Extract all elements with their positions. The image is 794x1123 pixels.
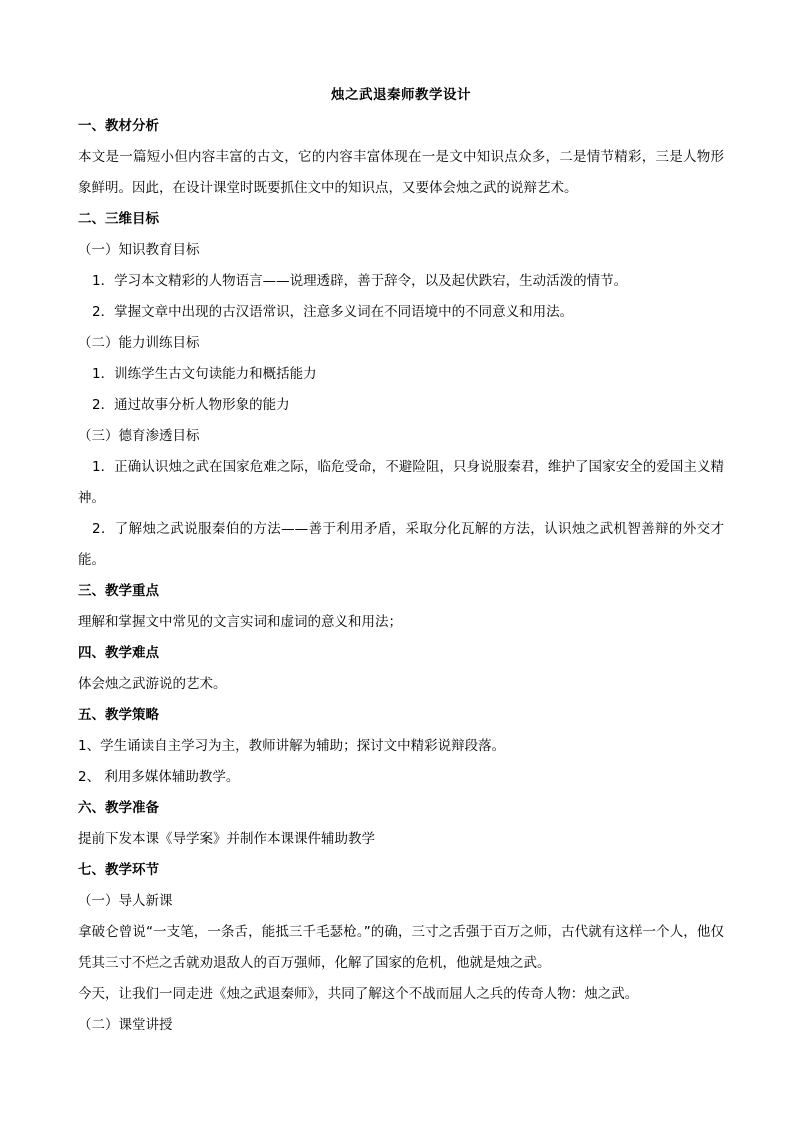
ability-goal-item: 1．训练学生古文句读能力和概括能力 bbox=[92, 366, 317, 382]
strategy-item: 2、 利用多媒体辅助教学。 bbox=[78, 769, 240, 785]
section-heading-materials: 一、教材分析 bbox=[78, 118, 159, 134]
section-heading-strategies: 五、教学策略 bbox=[78, 707, 159, 723]
knowledge-goal-item: 1．学习本文精彩的人物语言——说理透辟，善于辞令，以及起伏跌宕，生动活泼的情节。 bbox=[92, 273, 628, 289]
document-body bbox=[78, 85, 724, 1047]
document-title: 烛之武退秦师教学设计 bbox=[331, 87, 471, 103]
subheading-classroom-teaching: （二）课堂讲授 bbox=[78, 1017, 173, 1033]
moral-goal-item: 1．正确认识烛之武在国家危难之际，临危受命，不避险阻，只身说服秦君，维护了国家安全的爱国主义精神。 bbox=[78, 459, 724, 506]
introduction-paragraph-2: 今天，让我们一同走进《烛之武退秦师》，共同了解这个不战而屈人之兵的传奇人物：烛之武。 bbox=[78, 986, 639, 1002]
subheading-moral-goals: （三）德育渗透目标 bbox=[78, 428, 200, 444]
subheading-knowledge-goals: （一）知识教育目标 bbox=[78, 242, 200, 258]
moral-goal-item: 2．了解烛之武说服秦伯的方法——善于利用矛盾，采取分化瓦解的方法，认识烛之武机智善辩的外交才能。 bbox=[78, 521, 724, 568]
subheading-ability-goals: （二）能力训练目标 bbox=[78, 335, 200, 351]
materials-analysis-paragraph: 本文是一篇短小但内容丰富的古文，它的内容丰富体现在一是文中知识点众多，二是情节精彩，三是人物形象鲜明。因此，在设计课堂时既要抓住文中的知识点，又要体会烛之武的说辩艺术。 bbox=[78, 149, 724, 196]
ability-goal-item: 2．通过故事分析人物形象的能力 bbox=[92, 397, 290, 413]
difficulties-text: 体会烛之武游说的艺术。 bbox=[78, 676, 227, 692]
section-heading-teaching-steps: 七、教学环节 bbox=[78, 862, 159, 878]
section-heading-objectives: 二、三维目标 bbox=[78, 211, 159, 227]
section-heading-key-points: 三、教学重点 bbox=[78, 583, 159, 599]
section-heading-difficulties: 四、教学难点 bbox=[78, 645, 159, 661]
preparation-text: 提前下发本课《导学案》并制作本课课件辅助教学 bbox=[78, 831, 375, 847]
section-heading-preparation: 六、教学准备 bbox=[78, 800, 159, 816]
strategy-item: 1、学生诵读自主学习为主，教师讲解为辅助；探讨文中精彩说辩段落。 bbox=[78, 738, 506, 754]
subheading-introduction: （一）导人新课 bbox=[78, 893, 173, 909]
introduction-paragraph: 拿破仑曾说“一支笔，一条舌，能抵三千毛瑟枪。”的确，三寸之舌强于百万之师，古代就有这样一个人，他仅凭其三寸不烂之舌就劝退敌人的百万强师，化解了国家的危机，他就是烛之武。 bbox=[78, 924, 724, 971]
knowledge-goal-item: 2．掌握文章中出现的古汉语常识，注意多义词在不同语境中的不同意义和用法。 bbox=[92, 304, 574, 320]
key-points-text: 理解和掌握文中常见的文言实词和虚词的意义和用法； bbox=[78, 614, 402, 630]
